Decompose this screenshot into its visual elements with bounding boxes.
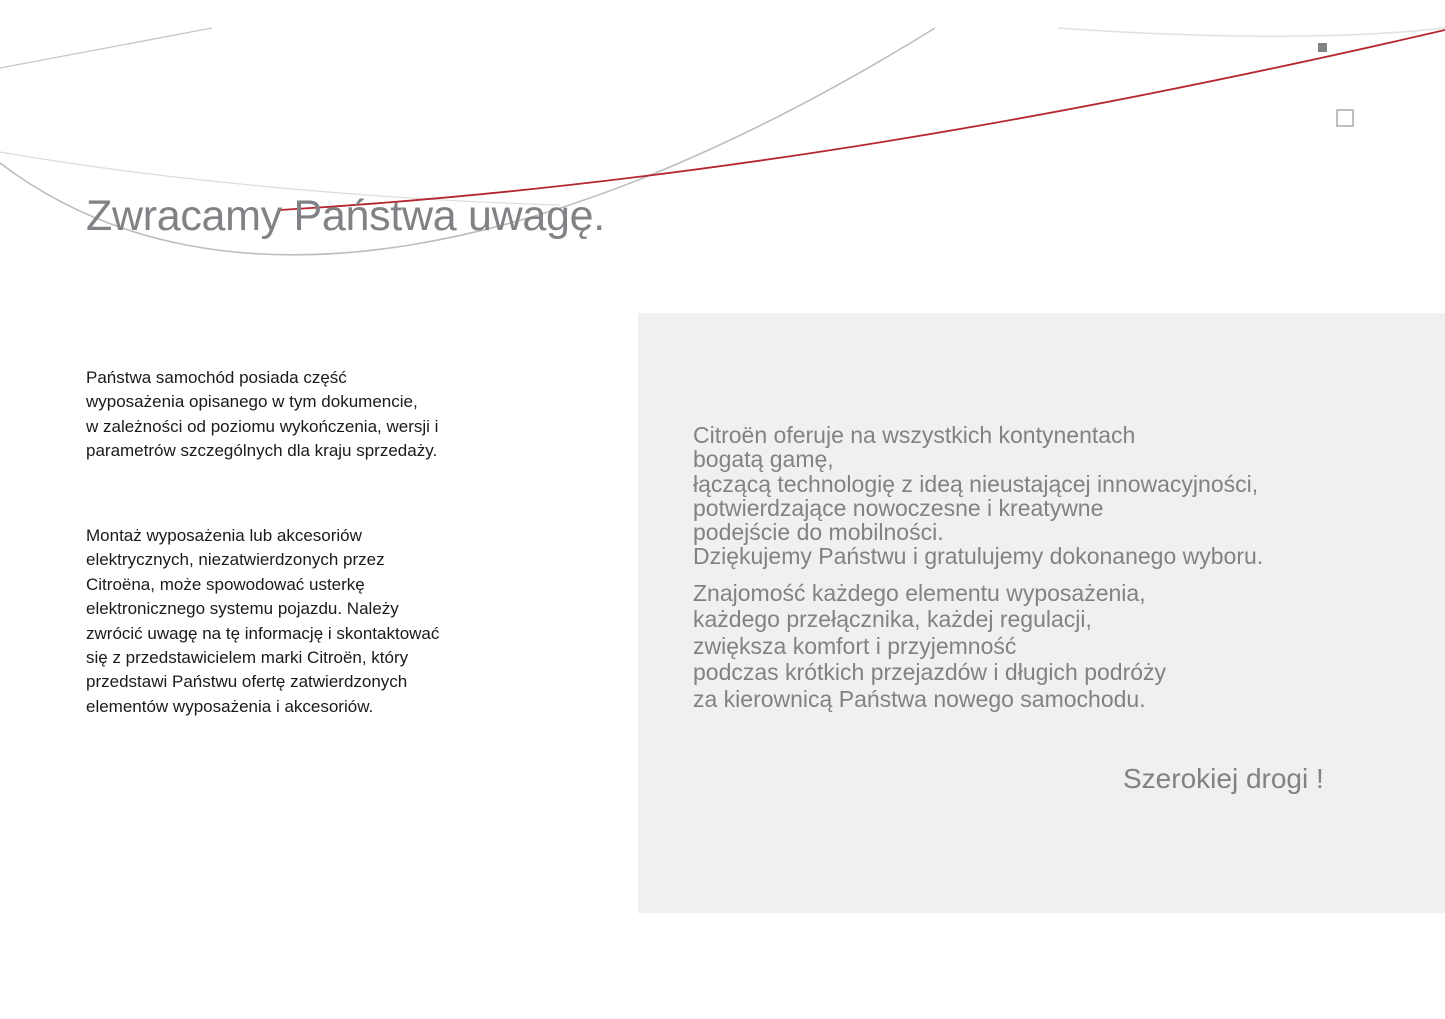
- text-line: podczas krótkich przejazdów i długich podróży: [693, 659, 1167, 686]
- text-line: łączącą technologię z ideą nieustającej innowacyjności,: [693, 470, 1259, 497]
- text-line: Montaż wyposażenia lub akcesoriów: [86, 526, 362, 545]
- text-line: za kierownicą Państwa nowego samochodu.: [693, 685, 1146, 712]
- text-line: każdego przełącznika, każdej regulacji,: [693, 606, 1092, 633]
- text-line: zwiększa komfort i przyjemność: [693, 632, 1017, 659]
- grey-curve-top-right: [1058, 28, 1445, 36]
- outline-square-icon: [1337, 110, 1353, 126]
- grey-curve-top-left: [0, 28, 212, 68]
- text-line: zwrócić uwagę na tę informację i skontaktować: [86, 623, 440, 643]
- text-line: przedstawi Państwu ofertę zatwierdzonych: [86, 672, 408, 692]
- accessories-warning-paragraph: [86, 524, 506, 719]
- text-line: elektrycznych, niezatwierdzonych przez: [86, 550, 385, 570]
- text-line: Państwa samochód posiada część: [86, 368, 347, 387]
- text-line: podejście do mobilności.: [693, 519, 944, 546]
- text-line: elementów wyposażenia i akcesoriów.: [86, 696, 374, 716]
- red-accent-curve: [280, 30, 1445, 210]
- text-line: w zależności od poziomu wykończenia, wersji i: [86, 416, 439, 436]
- text-line: wyposażenia opisanego w tym dokumencie,: [86, 392, 418, 412]
- filled-square-icon: [1318, 43, 1327, 52]
- text-line: Citroën oferuje na wszystkich kontynentach: [693, 422, 1136, 448]
- text-line: Citroëna, może spowodować usterkę: [86, 574, 365, 594]
- welcome-panel: [638, 313, 1445, 913]
- text-line: elektronicznego systemu pojazdu. Należy: [86, 599, 399, 619]
- text-line: Dziękujemy Państwu i gratulujemy dokonanego wyboru.: [693, 543, 1264, 570]
- equipment-note-paragraph: [86, 366, 506, 464]
- page-title: Zwracamy Państwa uwagę.: [86, 192, 605, 240]
- text-line: Znajomość każdego elementu wyposażenia,: [693, 580, 1146, 606]
- text-line: bogatą gamę,: [693, 446, 834, 473]
- text-line: parametrów szczególnych dla kraju sprzedaży.: [86, 441, 438, 461]
- citroen-intro-paragraph: [693, 423, 1263, 569]
- text-line: potwierdzające nowoczesne i kreatywne: [693, 494, 1104, 521]
- text-line: się z przedstawicielem marki Citroën, który: [86, 648, 409, 668]
- closing-greeting: Szerokiej drogi !: [1123, 763, 1324, 794]
- equipment-knowledge-paragraph: [693, 580, 1166, 712]
